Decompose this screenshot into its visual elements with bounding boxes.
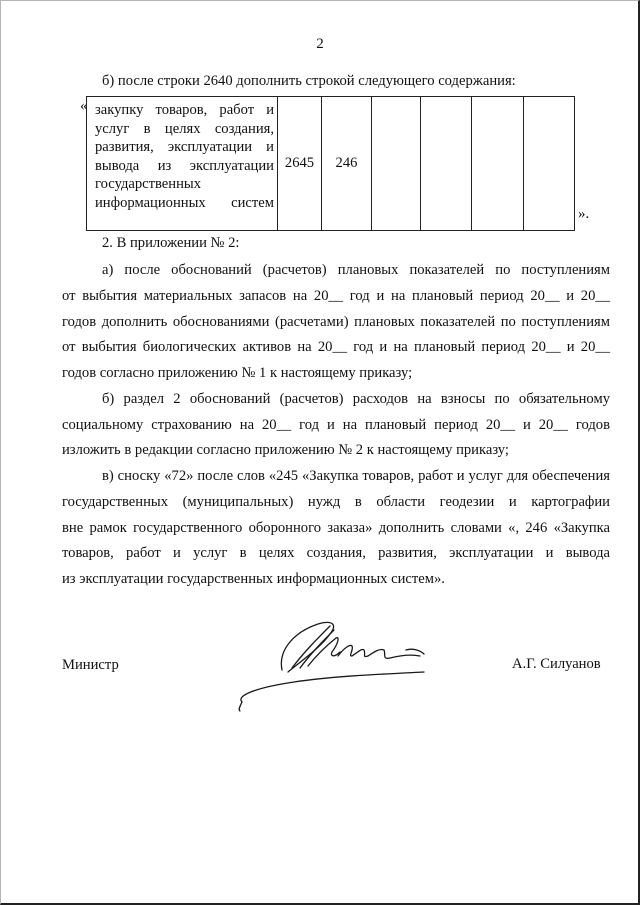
- para-c-line: в) сноску «72» после слов «245 «Закупка товаров, работ и услуг для обеспечения: [102, 468, 610, 484]
- inserted-row-table: [86, 96, 575, 231]
- para-a-line: годов согласно приложению № 1 к настоящему приказу;: [62, 365, 413, 381]
- open-quote: «: [80, 98, 88, 114]
- empty-cell: [421, 97, 472, 231]
- line-code-cell: 2645: [278, 97, 322, 231]
- para-a-line: а) после обоснований (расчетов) плановых показателей по поступлениям: [102, 262, 610, 278]
- para-a-line: от выбытия биологических активов на 20__ год и на плановый период 20__ и 20__: [62, 339, 610, 355]
- description-line: услуг в целях создания,: [95, 120, 274, 137]
- page-number: 2: [316, 36, 324, 52]
- description-line: государственных: [95, 176, 202, 192]
- row-description: [87, 97, 278, 231]
- section-heading: 2. В приложении № 2:: [102, 235, 240, 251]
- signer-position: Министр: [62, 657, 119, 673]
- intro-line: б) после строки 2640 дополнить строкой следующего содержания:: [102, 73, 516, 89]
- description-line: развития, эксплуатации и: [95, 139, 274, 155]
- para-b-line: социальному страхованию на 20__ год и на плановый период 20__ и 20__ годов: [62, 417, 610, 433]
- empty-cell: [372, 97, 421, 231]
- handwritten-signature: [234, 612, 434, 712]
- kosgu-code-cell: 246: [322, 97, 372, 231]
- para-c-line: вне рамок государственного оборонного заказа» дополнить словами «, 246 «Закупка: [62, 520, 610, 536]
- close-quote: ».: [578, 206, 590, 222]
- para-c-line: государственных (муниципальных) нужд в области геодезии и картографии: [62, 494, 610, 510]
- description-line: закупку товаров, работ и: [95, 102, 274, 118]
- para-c-line: из эксплуатации государственных информационных систем».: [62, 571, 445, 587]
- para-a-line: от выбытия материальных запасов на 20__ год и на плановый период 20__ и 20__: [62, 288, 610, 304]
- description-line: информационных систем: [95, 194, 274, 211]
- empty-cell: [472, 97, 524, 231]
- para-a-line: годов дополнить обоснованиями (расчетами) плановых показателей по поступлениям: [62, 314, 610, 330]
- para-c-line: товаров, работ и услуг в целях создания, развития, эксплуатации и вывода: [62, 545, 610, 561]
- table-row: [87, 97, 575, 231]
- description-line: вывода из эксплуатации: [95, 157, 274, 174]
- signer-name: А.Г. Силуанов: [512, 656, 601, 672]
- para-b-line: б) раздел 2 обоснований (расчетов) расходов на взносы по обязательному: [102, 391, 610, 407]
- para-b-line: изложить в редакции согласно приложению № 2 к настоящему приказу;: [62, 442, 509, 458]
- empty-cell: [524, 97, 575, 231]
